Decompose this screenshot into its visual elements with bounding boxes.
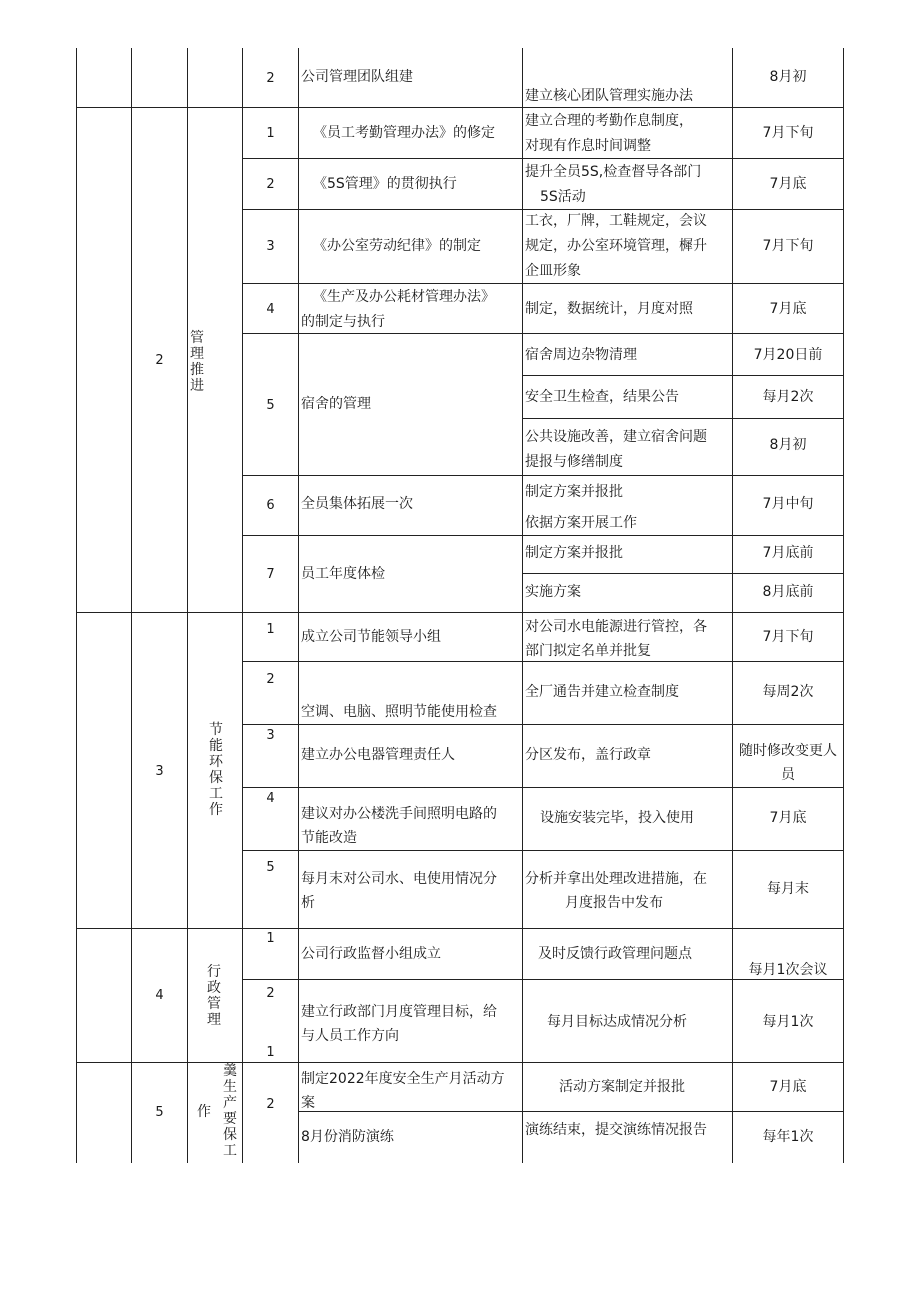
row-divider <box>522 375 844 376</box>
section-number: 2 <box>155 353 164 368</box>
time-text: 8月初 <box>769 69 807 85</box>
measure-text: 对现有作息时间调整 <box>525 138 651 154</box>
column-divider <box>732 48 733 1163</box>
row-divider <box>242 283 844 284</box>
time-text: 随时修改变更人 <box>739 743 837 759</box>
item-text: 建议对办公楼洗手间照明电路的 <box>301 806 497 822</box>
row-divider <box>298 1111 844 1112</box>
item-text: 的制定与执行 <box>301 314 385 330</box>
time-text: 7月底 <box>769 1079 807 1095</box>
item-text: 制定2022年度安全生产月活动方 <box>301 1071 505 1087</box>
time-text: 8月初 <box>769 437 807 453</box>
item-text: 全员集体拓展一次 <box>301 496 413 512</box>
measure-text: 建立核心团队管理实施办法 <box>525 88 693 104</box>
sub-number: 2 <box>266 177 275 192</box>
item-text: 《办公室劳动纪律》的制定 <box>313 238 481 254</box>
sub-number: 2 <box>266 672 275 687</box>
row-divider <box>76 107 844 108</box>
time-text: 7月底前 <box>762 545 814 561</box>
sub-number: 1 <box>266 931 275 946</box>
sub-number: 5 <box>266 860 275 875</box>
measure-text: 建立合理的考勤作息制度， <box>525 113 693 129</box>
item-text: 公司管理团队组建 <box>301 69 413 85</box>
item-text: 与人员工作方向 <box>301 1028 399 1044</box>
item-text: 《5S管理》的贯彻执行 <box>313 176 457 192</box>
measure-text: 提升全员5S,检查督导各部门 <box>525 164 702 180</box>
table-border-left <box>76 48 77 1163</box>
time-text: 每月1次会议 <box>748 962 828 978</box>
item-text: 空调、电脑、照明节能使用检查 <box>301 704 497 720</box>
section-number: 3 <box>155 764 164 779</box>
section-category: 行 政 管 理 <box>207 964 221 1028</box>
row-divider <box>242 535 844 536</box>
section-category: 管 理 推 进 <box>190 330 204 394</box>
sub-number: 1 <box>266 622 275 637</box>
section-category: 节 能 环 保 工 作 <box>209 722 223 818</box>
measure-text: 设施安装完毕，投入使用 <box>540 810 694 826</box>
time-text: 每周2次 <box>762 684 814 700</box>
measure-text: 宿舍周边杂物清理 <box>525 347 637 363</box>
measure-text: 工衣，厂牌，工鞋规定，会议 <box>525 213 707 229</box>
table-border-right <box>843 48 844 1163</box>
row-divider <box>522 418 844 419</box>
time-text: 7月下旬 <box>762 238 814 254</box>
sub-number: 2 <box>266 71 275 86</box>
row-divider <box>242 333 844 334</box>
time-text: 每月1次 <box>762 1014 814 1030</box>
row-divider <box>242 787 844 788</box>
measure-text: 全厂通告并建立检查制度 <box>525 684 679 700</box>
row-divider <box>242 661 844 662</box>
time-text: 每月末 <box>767 881 809 897</box>
time-text: 7月底 <box>769 810 807 826</box>
item-text: 节能改造 <box>301 830 357 846</box>
time-text: 每年1次 <box>762 1129 814 1145</box>
measure-text: 每月目标达成情况分析 <box>547 1014 687 1030</box>
measure-text: 规定，办公室环境管理，樨升 <box>525 238 707 254</box>
sub-number: 2 <box>266 986 275 1001</box>
measure-text: 部门拟定名单并批复 <box>525 643 651 659</box>
measure-text: 制定方案并报批 <box>525 545 623 561</box>
item-text: 建立办公电器管理责任人 <box>301 747 455 763</box>
sub-number: 3 <box>266 239 275 254</box>
time-text: 8月底前 <box>762 584 814 600</box>
item-text: 《员工考勤管理办法》的修定 <box>313 125 495 141</box>
sub-number: 6 <box>266 498 275 513</box>
row-divider <box>522 573 844 574</box>
measure-text: 5S活动 <box>540 189 586 205</box>
row-divider <box>242 209 844 210</box>
measure-text: 依据方案开展工作 <box>525 515 637 531</box>
section-category: 作 <box>197 1104 211 1120</box>
item-text: 宿舍的管理 <box>301 396 371 412</box>
row-divider <box>242 850 844 851</box>
sub-number: 4 <box>266 302 275 317</box>
item-text: 每月末对公司水、电使用情况分 <box>301 871 497 887</box>
section-category: 羹 生 产 要 保 工 <box>223 1063 237 1159</box>
row-divider <box>242 724 844 725</box>
measure-text: 制定方案并报批 <box>525 484 623 500</box>
time-text: 每月2次 <box>762 389 814 405</box>
column-divider <box>298 48 299 1163</box>
column-divider <box>187 48 188 1163</box>
time-text: 7月中旬 <box>762 496 814 512</box>
measure-text: 公共设施改善，建立宿舍问题 <box>525 429 707 445</box>
time-text: 员 <box>781 767 795 783</box>
time-text: 7月20日前 <box>753 347 823 363</box>
sub-number: 2 <box>266 1097 275 1112</box>
sub-number: 1 <box>266 126 275 141</box>
sub-number: 4 <box>266 791 275 806</box>
time-text: 7月下旬 <box>762 125 814 141</box>
measure-text: 及时反馈行政管理问题点 <box>538 946 692 962</box>
measure-text: 分析并拿出处理改进措施，在 <box>525 871 707 887</box>
measure-text: 分区发布，盖行政章 <box>525 747 651 763</box>
row-divider <box>76 928 844 929</box>
item-text: 建立行政部门月度管理目标，给 <box>301 1004 497 1020</box>
sub-number: 3 <box>266 728 275 743</box>
measure-text: 制定，数据统计，月度对照 <box>525 301 693 317</box>
sub-number: 5 <box>266 398 275 413</box>
measure-text: 安全卫生检查，结果公告 <box>525 389 679 405</box>
measure-text: 月度报告中发布 <box>565 895 663 911</box>
row-divider <box>242 158 844 159</box>
measure-text: 提报与修缮制度 <box>525 454 623 470</box>
measure-text: 对公司水电能源进行管控，各 <box>525 619 707 635</box>
time-text: 7月底 <box>769 176 807 192</box>
time-text: 7月下旬 <box>762 629 814 645</box>
measure-text: 活动方案制定并报批 <box>559 1079 685 1095</box>
item-text: 析 <box>301 895 315 911</box>
item-text: 8月份消防演练 <box>301 1129 394 1145</box>
column-divider <box>522 48 523 1163</box>
item-text: 成立公司节能领导小组 <box>301 629 441 645</box>
measure-text: 演练结束，提交演练情况报告 <box>525 1122 707 1138</box>
item-text: 员工年度体检 <box>301 566 385 582</box>
row-divider <box>242 475 844 476</box>
sub-number: 7 <box>266 567 275 582</box>
item-text: 《生产及办公耗材管理办法》 <box>313 289 495 305</box>
item-text: 公司行政监督小组成立 <box>301 946 441 962</box>
row-divider <box>76 612 844 613</box>
section-number: 5 <box>155 1105 164 1120</box>
item-text: 案 <box>301 1095 315 1111</box>
measure-text: 企皿形象 <box>525 263 581 279</box>
time-text: 7月底 <box>769 301 807 317</box>
sub-number: 1 <box>266 1045 275 1060</box>
measure-text: 实施方案 <box>525 584 581 600</box>
section-number: 4 <box>155 988 164 1003</box>
row-divider <box>76 1062 844 1063</box>
